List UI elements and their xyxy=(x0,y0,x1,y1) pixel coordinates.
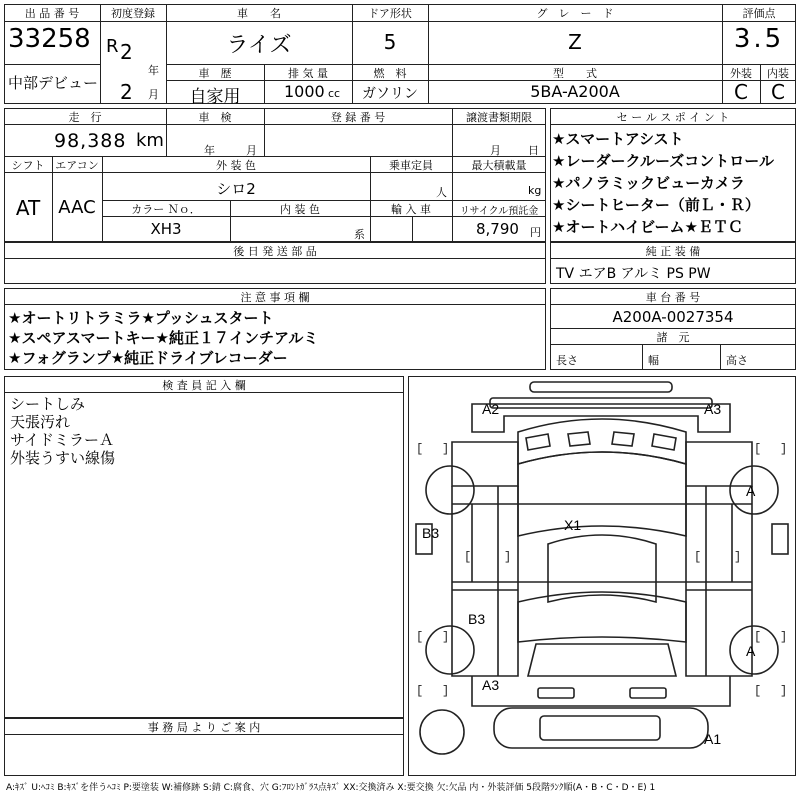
int-color-header: 内 装 色 xyxy=(280,203,320,216)
recycle-fee: 8,790 xyxy=(476,220,519,238)
damage-mark: A1 xyxy=(704,731,722,747)
length-label: 長さ xyxy=(556,354,578,367)
spec-block xyxy=(4,108,546,242)
inspector-notes-list xyxy=(10,395,115,467)
office-header: 事 務 局 よ り ご 案 内 xyxy=(147,721,261,734)
legend: A:ｷｽﾞ U:ﾍｺﾐ B:ｷｽﾞを伴うﾍｺﾐ P:要塗装 W:補修跡 S:錆 C:腐食、穴 G:ﾌﾛﾝﾄｶﾞﾗｽ点ｷｽﾞ XX:交換済み X:要交換 欠:欠品 内・外装評価 5段階ﾗﾝｸ順(A・B・C・D・E) 1 xyxy=(6,783,656,793)
exterior-grade: C xyxy=(734,80,748,104)
diagram-bracket: ] xyxy=(780,684,788,698)
ext-color-header: 外 装 色 xyxy=(216,159,256,172)
cautions-list xyxy=(8,308,318,368)
diagram-bracket: [ xyxy=(416,684,424,698)
caution-item: ★スペアスマートキー★純正１７インチアルミ xyxy=(8,329,319,347)
diagram-bracket: [ xyxy=(416,630,424,644)
diagram-bracket: [ xyxy=(416,442,424,456)
mileage-header: 走 行 xyxy=(68,111,102,124)
capacity-unit: 人 xyxy=(436,186,447,199)
caution-item: ★オートリトラミラ★プッシュスタート xyxy=(8,309,274,327)
car-diagram xyxy=(408,376,796,776)
recycle-header: リサイクル預託金 xyxy=(459,206,539,217)
int-color-unit: 系 xyxy=(354,228,365,241)
sales-point-item: ★スマートアシスト xyxy=(552,130,684,148)
car-name: ライズ xyxy=(226,33,292,58)
first-reg-header: 初度登録 xyxy=(111,7,155,20)
max-load-unit: kg xyxy=(528,184,542,197)
damage-mark: A3 xyxy=(704,401,722,417)
max-load-header: 最大積載量 xyxy=(471,159,527,172)
inspection-month-unit: 月 xyxy=(246,144,257,157)
lot-number: 33258 xyxy=(8,24,91,54)
damage-mark: A2 xyxy=(482,401,500,417)
capacity-header: 乗車定員 xyxy=(389,159,433,172)
displacement-header: 排 気 量 xyxy=(288,67,328,80)
diagram-bracket: ] xyxy=(442,442,450,456)
model-code-header: 型 式 xyxy=(553,67,597,80)
damage-mark: A xyxy=(746,643,756,659)
chassis-no: A200A-0027354 xyxy=(612,308,734,326)
sales-point-item: ★シートヒーター（前Ｌ・Ｒ） xyxy=(552,196,760,214)
diagram-bracket: ] xyxy=(442,630,450,644)
inspector-note-item: 天張汚れ xyxy=(10,413,71,431)
dimensions-header: 諸 元 xyxy=(656,331,690,344)
chassis-no-header: 車 台 番 号 xyxy=(645,291,701,304)
cautions-header: 注 意 事 項 欄 xyxy=(240,291,310,304)
caution-item: ★フォグランプ★純正ドライブレコーダー xyxy=(8,349,288,367)
damage-mark: A3 xyxy=(482,677,500,693)
mileage-unit: km xyxy=(136,130,164,151)
diagram-bracket: ] xyxy=(442,684,450,698)
reg-month: 2 xyxy=(120,80,133,104)
diagram-bracket: ] xyxy=(734,550,742,564)
shift-header: シフト xyxy=(11,159,45,172)
sales-point-item: ★オートハイビーム★ＥＴＣ xyxy=(552,218,743,236)
recycle-unit: 円 xyxy=(530,226,541,239)
inspector-note-item: 外装うすい線傷 xyxy=(10,449,116,467)
color-no-header: カラー Ｎｏ． xyxy=(131,203,201,216)
car-name-header: 車 名 xyxy=(237,7,281,20)
grade-header: グ レ ー ド xyxy=(536,7,614,20)
reg-year-unit: 年 xyxy=(148,64,159,77)
transfer-month-unit: 月 xyxy=(490,144,501,157)
score-header: 評価点 xyxy=(742,7,776,20)
sales-point-item: ★レーダークルーズコントロール xyxy=(552,152,774,170)
grade: Z xyxy=(568,30,582,54)
height-label: 高さ xyxy=(726,354,748,367)
model-code: 5BA-A200A xyxy=(530,82,620,101)
reg-month-unit: 月 xyxy=(148,88,159,101)
door-count: 5 xyxy=(383,30,397,54)
interior-grade-header: 内装 xyxy=(767,67,789,80)
history: 自家用 xyxy=(189,87,241,107)
transfer-header: 譲渡書類期限 xyxy=(466,111,532,124)
displacement-unit: cc xyxy=(328,87,341,100)
sales-points-header: セ ー ル ス ポ イ ン ト xyxy=(616,111,730,124)
ext-color: シロ2 xyxy=(216,180,256,198)
displacement: 1000 xyxy=(284,82,325,101)
inspector-header: 検 査 員 記 入 欄 xyxy=(162,379,246,392)
diagram-bracket: [ xyxy=(754,442,762,456)
lot-number-header: 出 品 番 号 xyxy=(24,7,80,20)
aircon: AAC xyxy=(58,197,96,218)
diagram-bracket: ] xyxy=(504,550,512,564)
era: R xyxy=(106,36,119,57)
diagram-bracket: [ xyxy=(694,550,702,564)
width-label: 幅 xyxy=(648,354,659,367)
interior-grade: C xyxy=(771,80,785,104)
aircon-header: エアコン xyxy=(55,159,99,172)
damage-mark: B3 xyxy=(468,611,486,627)
inspector-note-item: シートしみ xyxy=(10,395,86,413)
shift: AT xyxy=(15,196,41,220)
door-type-header: ドア形状 xyxy=(368,7,412,20)
diagram-bracket: [ xyxy=(754,630,762,644)
fuel-header: 燃 料 xyxy=(373,67,407,80)
reg-no-header: 登 録 番 号 xyxy=(330,111,386,124)
event-name: 中部デビュー xyxy=(8,74,99,92)
transfer-day-unit: 日 xyxy=(528,144,539,157)
sales-point-item: ★パノラミックビューカメラ xyxy=(552,174,745,192)
diagram-bracket: [ xyxy=(754,684,762,698)
score: 3.5 xyxy=(733,24,785,54)
later-parts-header: 後 日 発 送 部 品 xyxy=(233,245,317,258)
reg-year: 2 xyxy=(120,40,133,64)
inspector-note-item: サイドミラーＡ xyxy=(10,431,114,449)
fuel: ガソリン xyxy=(362,86,418,102)
damage-mark: B3 xyxy=(422,525,440,541)
inspection-header: 車 検 xyxy=(198,111,232,124)
damage-mark: A xyxy=(746,483,756,499)
mileage: 98,388 xyxy=(54,130,127,152)
exterior-grade-header: 外装 xyxy=(730,67,752,80)
color-no: XH3 xyxy=(150,220,182,238)
genuine-equipment: TV エアB アルミ PS PW xyxy=(556,266,711,282)
diagram-bracket: ] xyxy=(780,630,788,644)
inspection-year-unit: 年 xyxy=(204,144,215,157)
diagram-bracket: [ xyxy=(464,550,472,564)
sales-points-list xyxy=(552,128,796,238)
history-header: 車 歴 xyxy=(198,67,232,80)
diagram-bracket: ] xyxy=(780,442,788,456)
import-header: 輸 入 車 xyxy=(391,203,431,216)
damage-mark: X1 xyxy=(564,517,582,533)
genuine-equip-header: 純 正 装 備 xyxy=(645,245,701,258)
